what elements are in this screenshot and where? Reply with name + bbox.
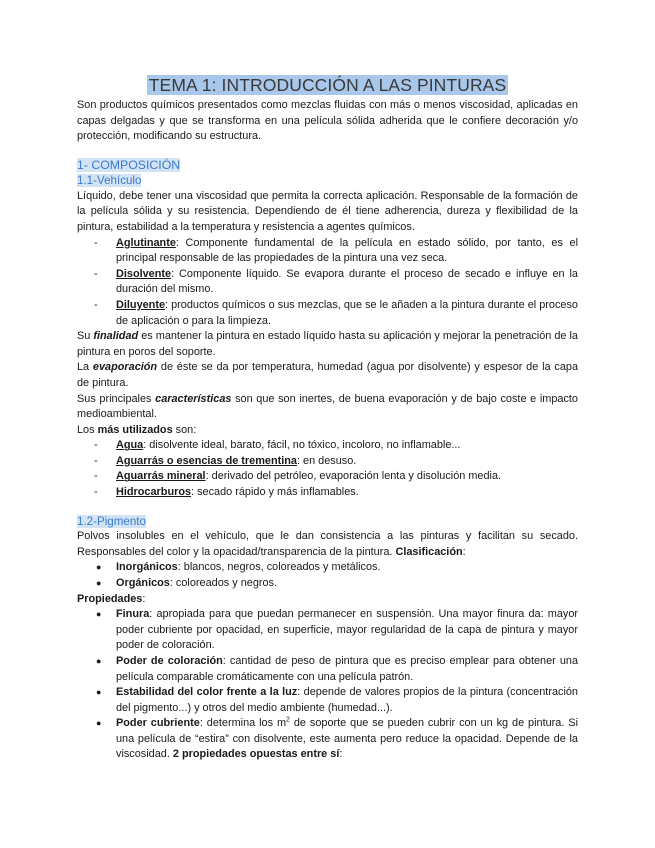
- vehiculo-components-list: [77, 236, 578, 330]
- subsection-heading-text: 1.2-Pigmento: [77, 514, 146, 528]
- dash-marker: -: [94, 454, 98, 467]
- list-item: [77, 654, 578, 685]
- text-run: Los: [77, 423, 98, 436]
- bold-phrase: 2 propiedades opuestas entre sí: [172, 748, 340, 761]
- item-text: : Componente líquido. Se evapora durante el proceso de secado e influye en la duración del mismo.: [116, 267, 578, 296]
- finalidad-paragraph: [77, 329, 578, 360]
- text-run: Sus principales: [77, 392, 156, 405]
- term-agua: Agua: [116, 439, 144, 452]
- section-heading-text: 1- COMPOSICIÓN: [77, 157, 181, 172]
- list-item: [77, 607, 578, 654]
- list-item: [77, 454, 578, 470]
- text-run: son:: [172, 423, 197, 436]
- superscript: 2: [286, 716, 290, 724]
- text-run: :: [142, 592, 146, 605]
- text-run: :: [462, 545, 466, 558]
- term-caracteristicas: características: [155, 392, 232, 405]
- bullet-marker: ●: [96, 687, 102, 698]
- list-item: [77, 298, 578, 329]
- term-aguarras-mineral: Aguarrás mineral: [116, 470, 206, 483]
- text-run: La: [77, 361, 93, 374]
- list-item: [77, 469, 578, 485]
- term-poder-coloracion: Poder de coloración: [116, 654, 223, 667]
- section-heading-composicion: [77, 158, 578, 174]
- term-finura: Finura: [116, 608, 150, 621]
- caracteristicas-paragraph: [77, 392, 578, 423]
- page-title-text: TEMA 1: INTRODUCCIÓN A LAS PINTURAS: [148, 75, 507, 95]
- bullet-marker: ●: [96, 577, 102, 588]
- term-diluyente: Diluyente: [116, 298, 166, 311]
- item-text: : cantidad de peso de pintura que es preciso emplear para obtener una película comparable cromáticamente con una película patrón.: [116, 654, 579, 683]
- text-run: es mantener la pintura en estado líquido hasta su aplicación y mejorar la penetración de la pintura en poros del soporte.: [77, 330, 578, 358]
- used-solvents-list: [77, 438, 578, 500]
- dash-marker: -: [94, 236, 98, 249]
- clasificacion-label: Clasificación: [395, 545, 463, 558]
- list-item: [77, 267, 578, 298]
- term-evaporacion: evaporación: [92, 361, 158, 374]
- item-text: : depende de valores propios de la pintura (concentración del pigmento...) y otros del medio ambiente (humedad...).: [116, 686, 578, 714]
- page-title: [77, 74, 578, 96]
- item-text: : apropiada para que puedan permanecer en suspensión. Una mayor finura da: mayor poder cubriente por opacidad, en superficie, mayor regularidad de la capa de pintura y mayor poder de coloración.: [116, 608, 578, 652]
- propiedades-list: [77, 607, 578, 763]
- bullet-marker: ●: [96, 562, 102, 573]
- bullet-marker: ●: [96, 609, 102, 620]
- subsection-heading-vehiculo: [77, 173, 578, 189]
- term-estabilidad-color: Estabilidad del color frente a la luz: [116, 686, 298, 699]
- item-text: : en desuso.: [296, 454, 357, 467]
- vehiculo-description: Líquido, debe tener una viscosidad que permita la correcta aplicación. Responsable de la formación de la película sólida y su resistencia. Dependiendo de él tiene adherencia, dureza y flexibilidad de la pintura, estabilidad a la temperatura y resistencia a agentes químicos.: [77, 189, 578, 233]
- subsection-heading-text: 1.1-Vehículo: [77, 174, 142, 188]
- evaporacion-paragraph: [77, 360, 578, 391]
- text-run: de éste se da por temperatura, humedad (agua por disolvente) y espesor de la capa de pintura.: [77, 361, 578, 389]
- list-item: [77, 438, 578, 454]
- list-item: [77, 685, 578, 716]
- item-text: : disolvente ideal, barato, fácil, no tóxico, incoloro, no inflamable...: [143, 439, 461, 452]
- term-aguarras-trementina: Aguarrás o esencias de trementina: [116, 454, 297, 467]
- list-item: [77, 716, 578, 763]
- subsection-heading-pigmento: [77, 514, 578, 530]
- propiedades-label-line: [77, 592, 578, 608]
- propiedades-label: Propiedades: [77, 592, 143, 605]
- clasificacion-list: [77, 560, 578, 591]
- item-text: : Componente fundamental de la película en estado sólido, por tanto, es el principal responsable de las propiedades de la pintura una vez seca.: [116, 236, 578, 265]
- item-text: : secado rápido y más inflamables.: [191, 486, 359, 499]
- item-text: : derivado del petróleo, evaporación lenta y disolución media.: [205, 470, 502, 483]
- term-poder-cubriente: Poder cubriente: [116, 717, 200, 730]
- term-hidrocarburos: Hidrocarburos: [116, 486, 192, 499]
- pigmento-description: [77, 529, 578, 560]
- term-disolvente: Disolvente: [116, 267, 172, 280]
- list-item: [77, 576, 578, 592]
- item-text: : determina los m: [199, 717, 287, 730]
- dash-marker: -: [94, 439, 98, 452]
- text-run: Su: [77, 330, 94, 343]
- dash-marker: -: [94, 267, 98, 280]
- dash-marker: -: [94, 470, 98, 483]
- item-text: de soporte que se pueden cubrir con un kg de pintura. Si una película de “estira” con disolvente, este aumenta pero reduce la opacidad. Depende de la viscosidad.: [116, 717, 578, 761]
- term-aglutinante: Aglutinante: [116, 236, 176, 249]
- dash-marker: -: [94, 486, 98, 499]
- term-finalidad: finalidad: [93, 330, 139, 343]
- list-item: [77, 485, 578, 501]
- bullet-marker: ●: [96, 655, 102, 666]
- item-text: : coloreados y negros.: [169, 576, 278, 589]
- list-item: [77, 560, 578, 576]
- mas-utilizados-paragraph: [77, 423, 578, 439]
- intro-paragraph: Son productos químicos presentados como mezclas fluidas con más o menos viscosidad, aplicadas en capas delgadas y que se transforma en una película sólida adherida que le confiere decoración y/o protección, modificando su estructura.: [77, 99, 578, 143]
- dash-marker: -: [94, 298, 98, 311]
- list-item: [77, 236, 578, 267]
- item-text: : productos químicos o sus mezclas, que se le añaden a la pintura durante el proceso de aplicación o para la limpieza.: [116, 298, 578, 327]
- item-text: :: [339, 748, 343, 761]
- term-mas-utilizados: más utilizados: [97, 423, 173, 436]
- term-organicos: Orgánicos: [116, 576, 170, 589]
- text-run: Polvos insolubles en el vehículo, que le dan consistencia a las pinturas y facilitan su secado. Responsables del color y la opacidad/transparencia de la pintura.: [77, 530, 578, 558]
- item-text: : blancos, negros, coloreados y metálicos.: [177, 561, 381, 574]
- bullet-marker: ●: [96, 718, 102, 729]
- term-inorganicos: Inorgánicos: [116, 561, 178, 574]
- text-run: son que son inertes, de buena evaporación y de bajo coste e impacto medioambiental.: [77, 392, 578, 421]
